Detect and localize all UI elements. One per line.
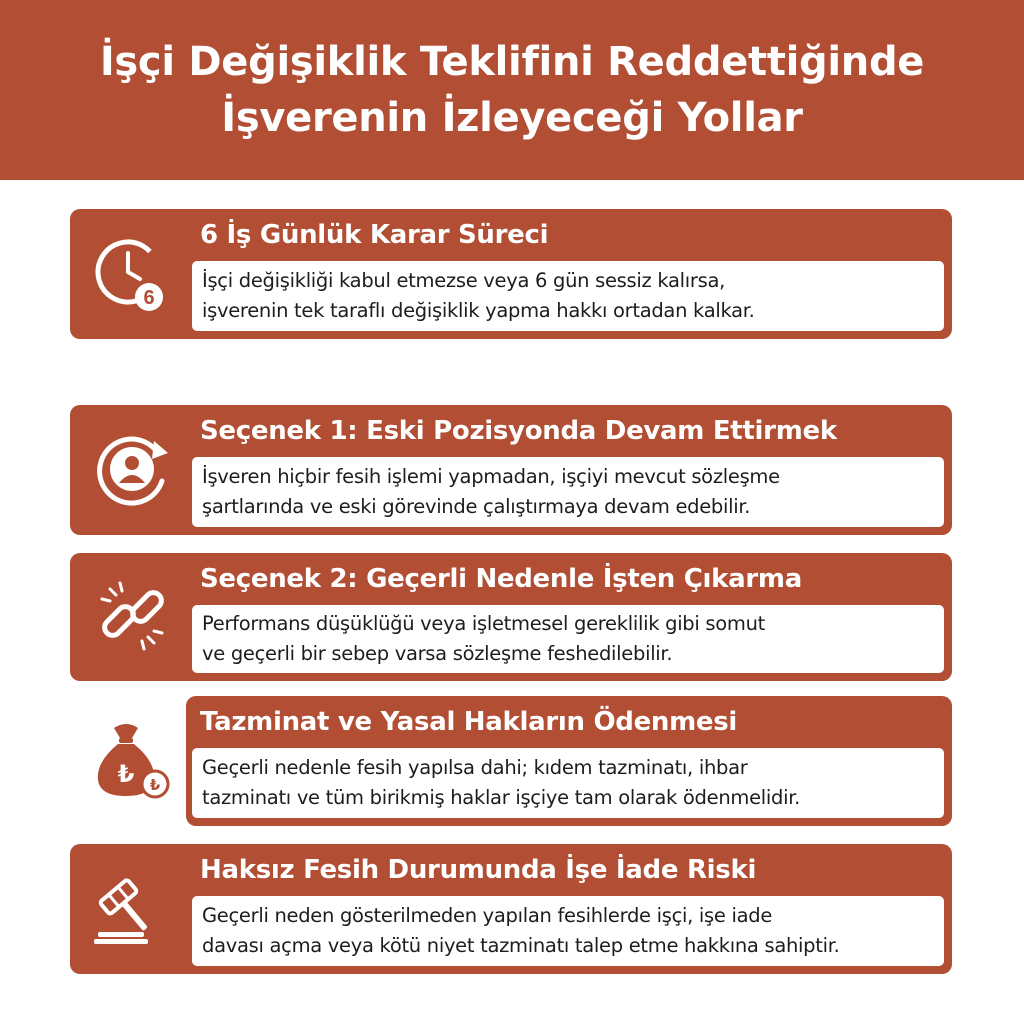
broken-chain-icon — [88, 571, 178, 661]
card-text-line-1: İşçi değişikliği kabul etmezse veya 6 gün sessiz kalırsa, — [202, 269, 726, 292]
card-text-line-2: ve geçerli bir sebep varsa sözleşme feshedilebilir. — [202, 642, 673, 665]
lira-sign: ₺ — [117, 760, 135, 788]
page-title-line-2: İşverenin İzleyeceği Yollar — [221, 95, 803, 141]
card-text-line-2: işverenin tek taraflı değişiklik yapma hakkı ortadan kalkar. — [202, 299, 755, 322]
gavel-icon — [88, 862, 178, 952]
money-bag-lira-icon — [88, 716, 178, 806]
card-body — [192, 896, 944, 966]
card-compensation — [186, 696, 952, 826]
card-decision-process — [70, 209, 952, 339]
page-title-line-1: İşçi Değişiklik Teklifini Reddettiğinde — [99, 39, 925, 85]
card-title: Seçenek 1: Eski Pozisyonda Devam Ettirmek — [200, 416, 837, 446]
six-badge: 6 — [143, 287, 155, 309]
card-title: Seçenek 2: Geçerli Nedenle İşten Çıkarma — [200, 564, 802, 594]
card-title: 6 İş Günlük Karar Süreci — [200, 220, 549, 250]
page-header — [0, 0, 1024, 180]
card-title: Tazminat ve Yasal Hakların Ödenmesi — [200, 707, 738, 737]
card-body — [192, 748, 944, 818]
card-title: Haksız Fesih Durumunda İşe İade Riski — [200, 855, 757, 885]
card-text-line-2: tazminatı ve tüm birikmiş haklar işçiye tam olarak ödenmelidir. — [202, 786, 801, 809]
card-option-2 — [70, 553, 952, 681]
card-body — [192, 457, 944, 527]
coin-lira-sign: ₺ — [149, 776, 161, 794]
card-reinstatement-risk — [70, 844, 952, 974]
card-text-line-1: Performans düşüklüğü veya işletmesel gereklilik gibi somut — [202, 612, 765, 635]
card-text-line-2: şartlarında ve eski görevinde çalıştırmaya devam edebilir. — [202, 495, 751, 518]
card-text-line-1: Geçerli nedenle fesih yapılsa dahi; kıdem tazminatı, ihbar — [202, 756, 748, 779]
card-option-1 — [70, 405, 952, 535]
card-text-line-1: İşveren hiçbir fesih işlemi yapmadan, işçiyi mevcut sözleşme — [202, 465, 780, 488]
card-body — [192, 261, 944, 331]
card-text-line-1: Geçerli neden gösterilmeden yapılan fesihlerde işçi, işe iade — [202, 904, 773, 927]
user-refresh-icon — [88, 423, 178, 513]
card-body — [192, 605, 944, 673]
clock-six-icon — [88, 227, 178, 317]
card-text-line-2: davası açma veya kötü niyet tazminatı talep etme hakkına sahiptir. — [202, 934, 840, 957]
